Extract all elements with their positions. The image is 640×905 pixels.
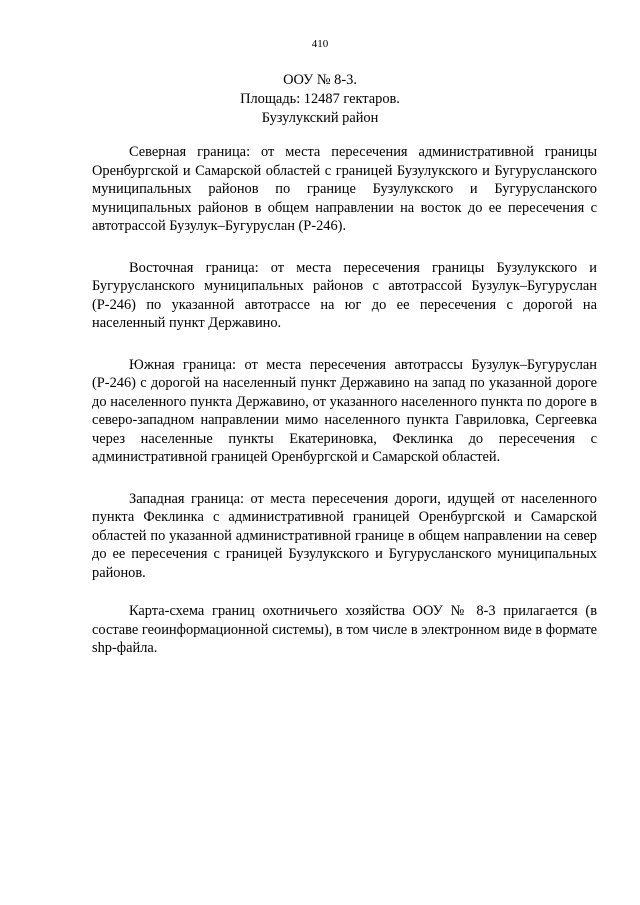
west-boundary-paragraph: Западная граница: от места пересечения дороги, идущей от населенного пункта Феклинка с административной границей Оренбургской и Самарской областей по указанной административной границе в общем направлении на север до ее пересечения с границей Бузулукского и Бугурусланского муниципальных районов. (92, 490, 597, 581)
south-boundary-paragraph: Южная граница: от места пересечения автотрассы Бузулук–Бугуруслан (Р-246) с дорогой на населенный пункт Державино на запад по указанной дороге до населенного пункта Державино, от указанного населенного пункта по дороге в северо-западном направлении мимо населенного пункта Гавриловка, Сергеевка через населенные пункты Екатериновка, Феклинка до пересечения с административной границей Оренбургской и Самарской областей. (92, 356, 597, 465)
hunting-area-title: ООУ № 8-3. (283, 72, 357, 88)
district-name: Бузулукский район (261, 110, 379, 126)
document-header (0, 71, 640, 128)
area-size: Площадь: 12487 гектаров. (240, 91, 400, 107)
document-body (92, 143, 597, 681)
page-number: 410 (311, 38, 329, 50)
east-boundary-paragraph: Восточная граница: от места пересечения границы Бузулукского и Бугурусланского муниципальных районов с автотрассой Бузулук–Бугуруслан (Р-246) по указанной автотрассе на юг до ее пересечения с дорогой на населенный пункт Державино. (92, 259, 597, 331)
map-note-paragraph: Карта-схема границ охотничьего хозяйства ООУ № 8-3 прилагается (в составе геоинформационной системы), в том числе в электронном виде в формате shp-файла. (92, 603, 597, 656)
north-boundary-paragraph: Северная граница: от места пересечения административной границы Оренбургской и Самарской областей с границей Бузулукского и Бугурусланского муниципальных районов по границе Бузулукского и Бугурусланского муниципальных районов в общем направлении на восток до ее пересечения с автотрассой Бузулук–Бугуруслан (Р-246). (92, 144, 597, 234)
